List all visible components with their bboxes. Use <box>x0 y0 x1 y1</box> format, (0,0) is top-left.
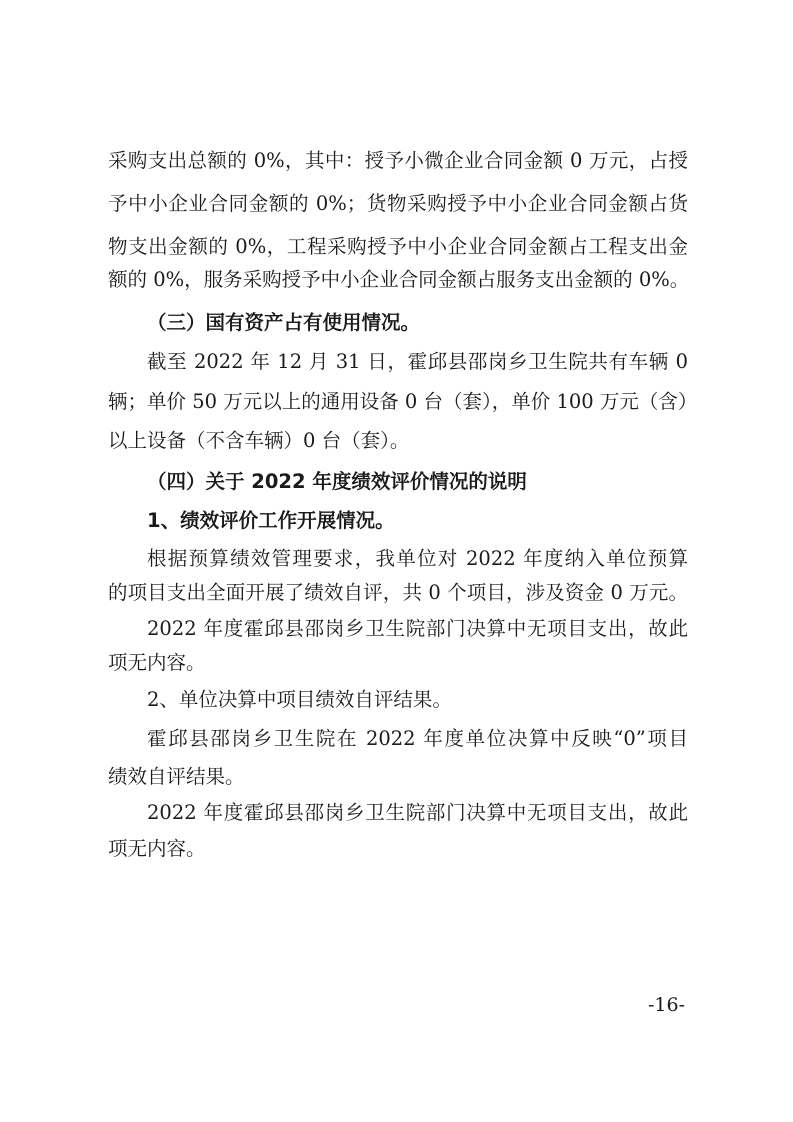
section4-p4-line-2: 项无内容。 <box>108 837 206 860</box>
section4-p4-line-1: 2022 年度霍邱县邵岗乡卫生院部门决算中无项目支出，故此 <box>147 801 688 824</box>
section4-sub1-heading: 1、绩效评价工作开展情况。 <box>147 509 395 532</box>
section4-p2-line-2: 项无内容。 <box>108 651 206 674</box>
section3-text-line-3: 以上设备（不含车辆）0 台（套）。 <box>108 429 410 452</box>
procurement-text-line-1: 采购支出总额的 0%，其中：授予小微企业合同金额 0 万元，占授 <box>108 149 688 172</box>
section4-p3-line-2: 绩效自评结果。 <box>108 765 245 788</box>
section3-text-line-2: 辆；单价 50 万元以上的通用设备 0 台（套），单价 100 万元（含） <box>108 390 698 413</box>
section3-heading: （三）国有资产占有使用情况。 <box>147 311 421 334</box>
procurement-text-line-3: 物支出金额的 0%，工程采购授予中小企业合同金额占工程支出金 <box>108 235 688 258</box>
section3-text-line-1: 截至 2022 年 12 月 31 日，霍邱县邵岗乡卫生院共有车辆 0 <box>147 350 688 373</box>
section4-p1-line-2: 的项目支出全面开展了绩效自评，共 0 个项目，涉及资金 0 万元。 <box>108 581 688 604</box>
section4-sub2-heading: 2、单位决算中项目绩效自评结果。 <box>147 688 452 711</box>
section4-p1-line-1: 根据预算绩效管理要求，我单位对 2022 年度纳入单位预算 <box>147 547 688 570</box>
procurement-text-line-2: 予中小企业合同金额的 0%；货物采购授予中小企业合同金额占货 <box>108 192 688 215</box>
section4-heading: （四）关于 2022 年度绩效评价情况的说明 <box>147 470 527 493</box>
section4-p2-line-1: 2022 年度霍邱县邵岗乡卫生院部门决算中无项目支出，故此 <box>147 617 688 640</box>
page-number: -16- <box>648 994 686 1016</box>
section4-p3-line-1: 霍邱县邵岗乡卫生院在 2022 年度单位决算中反映“0”项目 <box>147 727 688 750</box>
procurement-text-line-4: 额的 0%，服务采购授予中小企业合同金额占服务支出金额的 0%。 <box>108 268 690 291</box>
